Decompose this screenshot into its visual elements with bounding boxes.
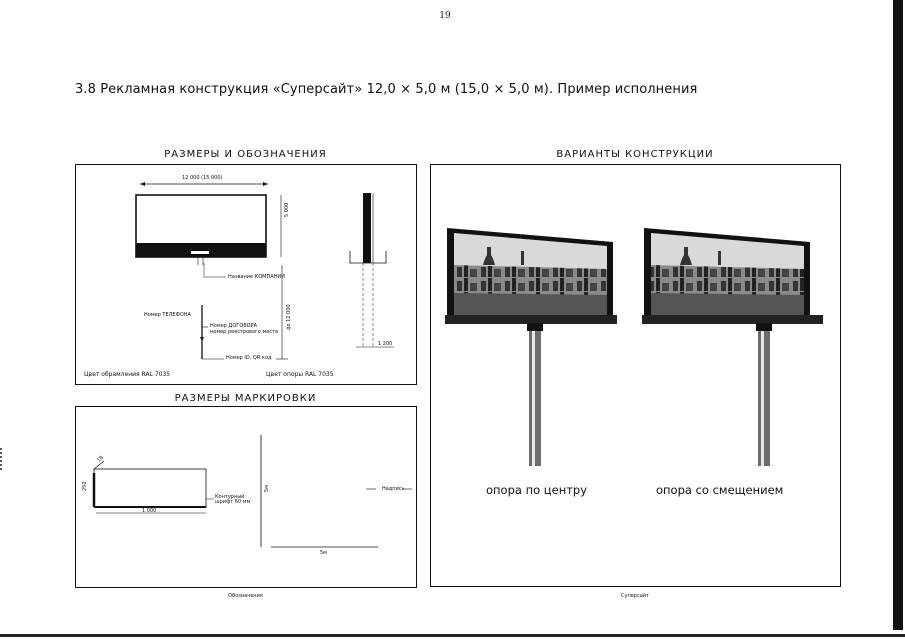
variants-footer-caption: Суперсайт (621, 593, 649, 599)
depth-dimension: 1 200 (378, 341, 393, 347)
company-name-label: Название КОМПАНИИ (228, 274, 285, 280)
page-heading: 3.8 Рекламная конструкция «Суперсайт» 12,0 × 5,0 м (15,0 × 5,0 м). Пример исполнения (75, 82, 698, 97)
marking-right-label: Надпись (382, 486, 405, 492)
marking-dim-width: 1 000 (142, 508, 157, 514)
marking-dim-horizontal: 5м (320, 550, 327, 556)
section-title-dimensions: РАЗМЕРЫ И ОБОЗНАЧЕНИЯ (164, 149, 327, 160)
phone-label: Номер ТЕЛЕФОНА (144, 312, 191, 318)
register-label: номер реестрового места (210, 329, 279, 335)
marking-footer-caption: Обозначения (228, 593, 263, 599)
total-height-dimension: до 12 000 (286, 304, 292, 330)
scan-mark (0, 448, 4, 470)
section-title-variants: ВАРИАНТЫ КОНСТРУКЦИИ (556, 149, 714, 160)
frame-color-label: Цвет обрамления RAL 7035 (84, 371, 171, 378)
marking-font-label: Контурный шрифт 60 мм (215, 494, 251, 505)
billboard-offset-support (642, 228, 823, 466)
caption-offset-support: опора со смещением (656, 483, 784, 497)
marking-dim-vertical: 5м (264, 485, 270, 492)
page-edge-shadow (893, 0, 903, 630)
section-title-marking: РАЗМЕРЫ МАРКИРОВКИ (174, 393, 317, 404)
variants-panel (430, 164, 841, 587)
id-qr-label: Номер ID, QR код (226, 355, 272, 361)
dimensions-panel (75, 164, 417, 385)
marking-panel (75, 406, 417, 588)
page-bottom-edge (0, 634, 905, 637)
width-dimension: 12 000 (15 000) (182, 175, 223, 181)
billboard-variants-illustration (431, 165, 840, 586)
page-number: 19 (439, 11, 451, 21)
support-color-label: Цвет опоры RAL 7035 (266, 371, 334, 378)
marking-dim-depth: 18 (96, 454, 105, 464)
billboard-center-support (445, 228, 617, 466)
marking-dim-height: 250 (82, 481, 88, 491)
contract-label: Номер ДОГОВОРА (210, 323, 258, 329)
height-dimension: 5 000 (284, 202, 290, 217)
caption-center-support: опора по центру (486, 483, 588, 497)
